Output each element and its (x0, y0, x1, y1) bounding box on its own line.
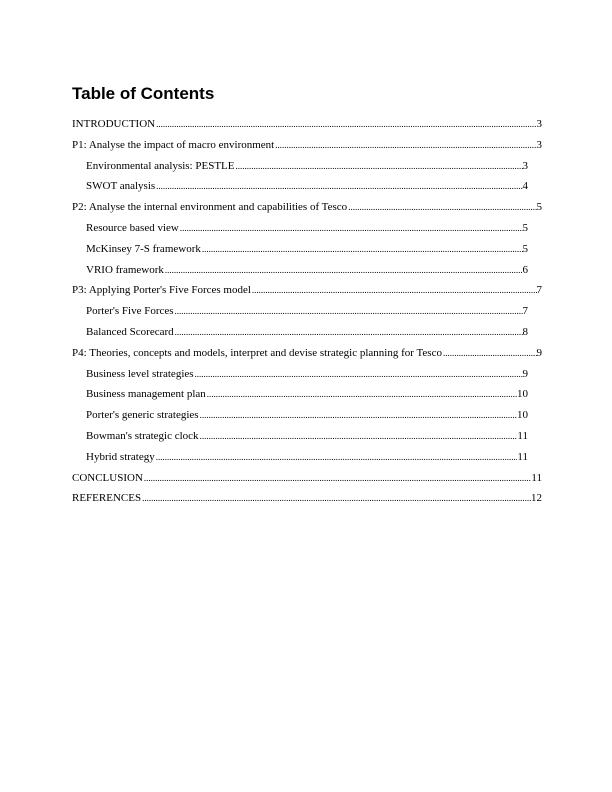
toc-entry-vrio[interactable] (72, 260, 528, 281)
dot-leader (143, 468, 532, 489)
toc-entry-page: 4 (522, 180, 528, 193)
toc-entry-business-level-strategies[interactable] (72, 364, 528, 385)
dot-leader (155, 447, 518, 468)
dot-leader (194, 364, 523, 385)
toc-entry-page: 5 (522, 242, 528, 255)
toc-entry-label: P4: Theories, concepts and models, interpret and devise strategic planning for Tesco (72, 346, 442, 359)
dot-leader (442, 343, 537, 364)
toc-entry-references[interactable] (72, 488, 542, 509)
dot-leader (155, 176, 522, 197)
dot-leader (234, 156, 522, 177)
toc-entry-label: P1: Analyse the impact of macro environment (72, 138, 275, 151)
toc-entry-mckinsey-7s[interactable] (72, 239, 528, 260)
toc-entry-porters-five-forces[interactable] (72, 301, 528, 322)
table-of-contents (72, 114, 542, 509)
toc-entry-bowmans-strategic-clock[interactable] (72, 426, 528, 447)
toc-entry-label: Porter's generic strategies (86, 409, 199, 422)
toc-entry-label: Resource based view (86, 221, 179, 234)
dot-leader (199, 426, 518, 447)
toc-entry-porters-generic-strategies[interactable] (72, 405, 528, 426)
toc-entry-p3[interactable] (72, 280, 542, 301)
dot-leader (206, 384, 517, 405)
dot-leader (179, 218, 523, 239)
toc-entry-pestle[interactable] (72, 156, 528, 177)
dot-leader (141, 488, 531, 509)
toc-entry-label: REFERENCES (72, 492, 142, 505)
toc-entry-page: 8 (522, 325, 528, 338)
toc-entry-label: P2: Analyse the internal environment and capabilities of Tesco (72, 201, 348, 214)
toc-entry-page: 10 (517, 409, 528, 422)
toc-entry-label: Business management plan (86, 388, 206, 401)
toc-entry-page: 11 (531, 471, 542, 484)
toc-entry-page: 9 (536, 346, 542, 359)
toc-entry-page: 11 (517, 450, 528, 463)
toc-entry-page: 5 (536, 201, 542, 214)
dot-leader (174, 322, 523, 343)
toc-entry-hybrid-strategy[interactable] (72, 447, 528, 468)
dot-leader (201, 239, 523, 260)
toc-entry-page: 7 (536, 284, 542, 297)
toc-entry-page: 6 (522, 263, 528, 276)
toc-entry-p4[interactable] (72, 343, 542, 364)
toc-entry-page: 3 (536, 138, 542, 151)
toc-entry-label: INTRODUCTION (72, 118, 156, 130)
toc-entry-label: Hybrid strategy (86, 450, 155, 463)
toc-entry-label: P3: Applying Porter's Five Forces model (72, 284, 251, 297)
toc-entry-label: CONCLUSION (72, 471, 143, 484)
dot-leader (155, 114, 536, 135)
toc-entry-label: Porter's Five Forces (86, 305, 174, 318)
toc-entry-p2[interactable] (72, 197, 542, 218)
toc-entry-label: McKinsey 7-S framework (86, 242, 201, 255)
toc-entry-label: Environmental analysis: PESTLE (86, 159, 235, 172)
toc-entry-label: Bowman's strategic clock (86, 429, 199, 442)
toc-entry-page: 7 (522, 305, 528, 318)
toc-entry-swot[interactable] (72, 176, 528, 197)
toc-entry-page: 9 (522, 367, 528, 380)
toc-entry-label: VRIO framework (86, 263, 164, 276)
toc-entry-conclusion[interactable] (72, 468, 542, 489)
toc-entry-balanced-scorecard[interactable] (72, 322, 528, 343)
toc-entry-p1[interactable] (72, 135, 542, 156)
page-title: Table of Contents (72, 84, 215, 103)
toc-entry-label: Balanced Scorecard (86, 325, 174, 338)
dot-leader (164, 260, 523, 281)
toc-entry-business-management-plan[interactable] (72, 384, 528, 405)
toc-entry-page: 12 (531, 492, 542, 505)
toc-entry-page: 5 (522, 221, 528, 234)
dot-leader (251, 280, 537, 301)
toc-entry-page: 10 (517, 388, 528, 401)
toc-entry-label: SWOT analysis (86, 180, 156, 193)
toc-entry-label: Business level strategies (86, 367, 194, 380)
dot-leader (199, 405, 517, 426)
dot-leader (347, 197, 536, 218)
toc-entry-page: 11 (517, 429, 528, 442)
toc-entry-page: 3 (536, 118, 542, 130)
dot-leader (174, 301, 523, 322)
toc-entry-introduction[interactable] (72, 114, 542, 135)
toc-entry-page: 3 (522, 159, 528, 172)
toc-entry-resource-based-view[interactable] (72, 218, 528, 239)
dot-leader (274, 135, 536, 156)
